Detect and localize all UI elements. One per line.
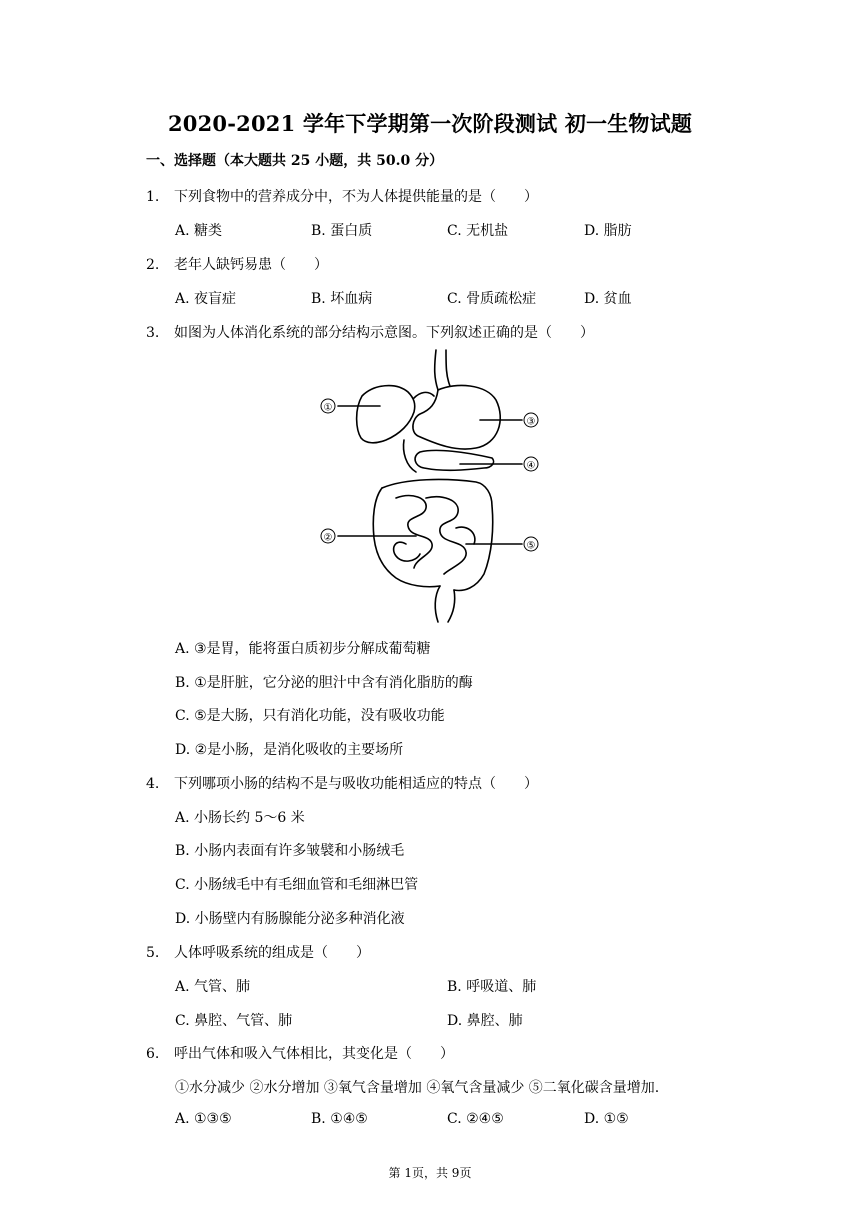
option-d: D. 鼻腔、肺 — [447, 1013, 523, 1029]
option-b: B. 蛋白质 — [311, 223, 373, 239]
figure-label-5: ⑤ — [526, 540, 536, 552]
question-number: 2. — [146, 257, 160, 273]
question-6-statements: ①水分减少 ②水分增加 ③氧气含量增加 ④氧气含量减少 ⑤二氧化碳含量增加. — [175, 1080, 660, 1096]
option-a: A. 小肠长约 5～6 米 — [175, 810, 305, 826]
option-a: A. 夜盲症 — [175, 291, 237, 307]
figure-label-1: ① — [323, 402, 333, 414]
option-a: A. 气管、肺 — [175, 979, 251, 995]
page-title: 2020-2021 学年下学期第一次阶段测试 初一生物试题 — [167, 111, 693, 136]
small-intestine-outline — [396, 496, 432, 568]
figure-label-3: ③ — [526, 416, 536, 428]
digestive-system-diagram — [316, 348, 546, 626]
esophagus-outline — [435, 350, 438, 390]
question-text: 呼出气体和吸入气体相比，其变化是（ ） — [174, 1046, 454, 1062]
figure-label-4: ④ — [526, 460, 536, 472]
question-text: 下列食物中的营养成分中，不为人体提供能量的是（ ） — [174, 189, 538, 205]
option-d: D. ②是小肠，是消化吸收的主要场所 — [175, 742, 404, 758]
option-a: A. ①③⑤ — [175, 1111, 232, 1127]
option-c: C. 骨质疏松症 — [447, 291, 537, 307]
question-text: 人体呼吸系统的组成是（ ） — [174, 945, 370, 961]
option-b: B. ①④⑤ — [311, 1111, 368, 1127]
option-b: B. 坏血病 — [311, 291, 373, 307]
option-a: A. 糖类 — [175, 223, 223, 239]
section-heading: 一、选择题（本大题共 25 小题，共 50.0 分） — [146, 153, 444, 169]
question-text: 如图为人体消化系统的部分结构示意图。下列叙述正确的是（ ） — [174, 325, 594, 341]
large-intestine-outline — [373, 488, 440, 587]
question-6 — [146, 1043, 454, 1063]
option-c: C. 小肠绒毛中有毛细血管和毛细淋巴管 — [175, 877, 419, 893]
question-3 — [146, 322, 594, 342]
question-number: 5. — [146, 945, 160, 961]
figure-label-2: ② — [323, 532, 333, 544]
option-b: B. ①是肝脏，它分泌的胆汁中含有消化脂肪的酶 — [175, 675, 473, 691]
question-number: 4. — [146, 776, 160, 792]
pancreas-outline — [415, 450, 494, 470]
liver-outline — [357, 386, 415, 443]
question-number: 1. — [146, 189, 160, 205]
stomach-outline — [413, 385, 500, 449]
option-c: C. 无机盐 — [447, 223, 509, 239]
option-c: C. 鼻腔、气管、肺 — [175, 1013, 293, 1029]
rectum-outline — [435, 586, 440, 622]
option-b: B. 呼吸道、肺 — [447, 979, 537, 995]
question-text: 下列哪项小肠的结构不是与吸收功能相适应的特点（ ） — [174, 776, 538, 792]
option-d: D. 脂肪 — [584, 223, 632, 239]
option-b: B. 小肠内表面有许多皱襞和小肠绒毛 — [175, 843, 405, 859]
option-a: A. ③是胃，能将蛋白质初步分解成葡萄糖 — [175, 641, 431, 657]
question-5 — [146, 942, 370, 962]
option-d: D. 小肠壁内有肠腺能分泌多种消化液 — [175, 911, 405, 927]
question-number: 3. — [146, 325, 160, 341]
option-c: C. ②④⑤ — [447, 1111, 504, 1127]
question-text: 老年人缺钙易患（ ） — [174, 257, 328, 273]
question-4 — [146, 773, 538, 793]
question-1 — [146, 186, 538, 206]
option-d: D. 贫血 — [584, 291, 632, 307]
option-c: C. ⑤是大肠，只有消化功能，没有吸收功能 — [175, 708, 445, 724]
option-d: D. ①⑤ — [584, 1111, 629, 1127]
page-footer: 第 1页，共 9页 — [388, 1166, 472, 1180]
question-2 — [146, 254, 328, 274]
question-number: 6. — [146, 1046, 160, 1062]
